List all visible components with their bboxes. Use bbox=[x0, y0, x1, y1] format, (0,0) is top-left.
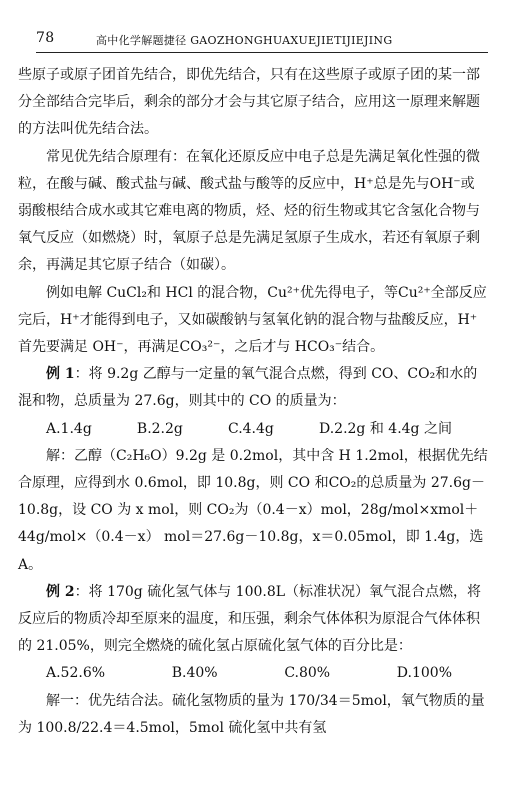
example-1-solution: 解：乙醇（C₂H₆O）9.2g 是 0.2mol，其中含 H 1.2mol，根据优先结合原理，应得到水 0.6mol，即 10.8g，则 CO 和CO₂的总质量为 27.6g－10.8g，设 CO 为 x mol，则 CO₂为（0.4－x）mol，28g/mol×xmol＋44g/mol×（0.4－x） mol＝27.6g－10.8g，x＝0.05mol，即 1.4g，选 A。 bbox=[18, 447, 488, 573]
example-1-options bbox=[18, 416, 488, 443]
example-2-option-c: C.80% bbox=[284, 665, 331, 682]
example-1-label: 例 1 bbox=[46, 366, 75, 383]
example-2-options bbox=[18, 660, 488, 687]
example-2-label: 例 2 bbox=[46, 583, 75, 600]
page-header bbox=[36, 28, 488, 53]
example-1-option-b: B.2.2g bbox=[136, 420, 183, 437]
example-2-option-b: B.40% bbox=[171, 665, 218, 682]
running-title: 高中化学解题捷径 GAOZHONGHUAXUEJIETIJIEJING bbox=[96, 34, 393, 47]
paragraph-principles: 常见优先结合原理有：在氧化还原反应中电子总是先满足氧化性强的微粒，在酸与碱、酸式盐与碱、酸式盐与酸等的反应中，H⁺总是先与OH⁻或弱酸根结合成水或其它难电离的物质，烃、烃的衍生物或其它含氢化合物与氧气反应（如燃烧）时，氧原子总是先满足氢原子生成水，若还有氧原子剩余，再满足其它原子结合（如碳）。 bbox=[18, 148, 480, 274]
page-body bbox=[18, 62, 488, 742]
example-2-question bbox=[18, 579, 488, 661]
example-2-option-a: A.52.6% bbox=[46, 665, 106, 682]
example-2-solution: 解一：优先结合法。硫化氢物质的量为 170/34＝5mol，氧气物质的量为 100.8/22.4＝4.5mol，5mol 硫化氢中共有氢 bbox=[18, 692, 485, 736]
example-1-option-c: C.4.4g bbox=[227, 420, 274, 437]
example-1-option-a: A.1.4g bbox=[46, 420, 92, 437]
page-number: 78 bbox=[36, 30, 55, 46]
paragraph-continuation: 些原子或原子团首先结合，即优先结合，只有在这些原子或原子团的某一部分全部结合完毕后，剩余的部分才会与其它原子结合，应用这一原理来解题的方法叫优先结合法。 bbox=[18, 67, 480, 138]
example-1-option-d: D.2.2g 和 4.4g 之间 bbox=[318, 420, 452, 437]
paragraph-examples: 例如电解 CuCl₂和 HCl 的混合物，Cu²⁺优先得电子，等Cu²⁺全部反应完后，H⁺才能得到电子，又如碳酸钠与氢氧化钠的混合物与盐酸反应，H⁺首先要满足 OH⁻，再满足CO₃²⁻，之后才与 HCO₃⁻结合。 bbox=[18, 284, 487, 356]
example-1-question bbox=[18, 361, 488, 415]
example-2-text: ：将 170g 硫化氢气体与 100.8L（标准状况）氧气混合点燃，将反应后的物质冷却至原来的温度，和压强，剩余气体体积为原混合气体体积的 21.05%，则完全燃烧的硫化氢占原硫化氢气体的百分比是： bbox=[18, 583, 482, 655]
example-2-option-d: D.100% bbox=[396, 665, 452, 682]
example-1-text: ：将 9.2g 乙醇与一定量的氧气混合点燃，得到 CO、CO₂和水的混和物，总质量为 27.6g，则其中的 CO 的质量为： bbox=[18, 366, 478, 410]
